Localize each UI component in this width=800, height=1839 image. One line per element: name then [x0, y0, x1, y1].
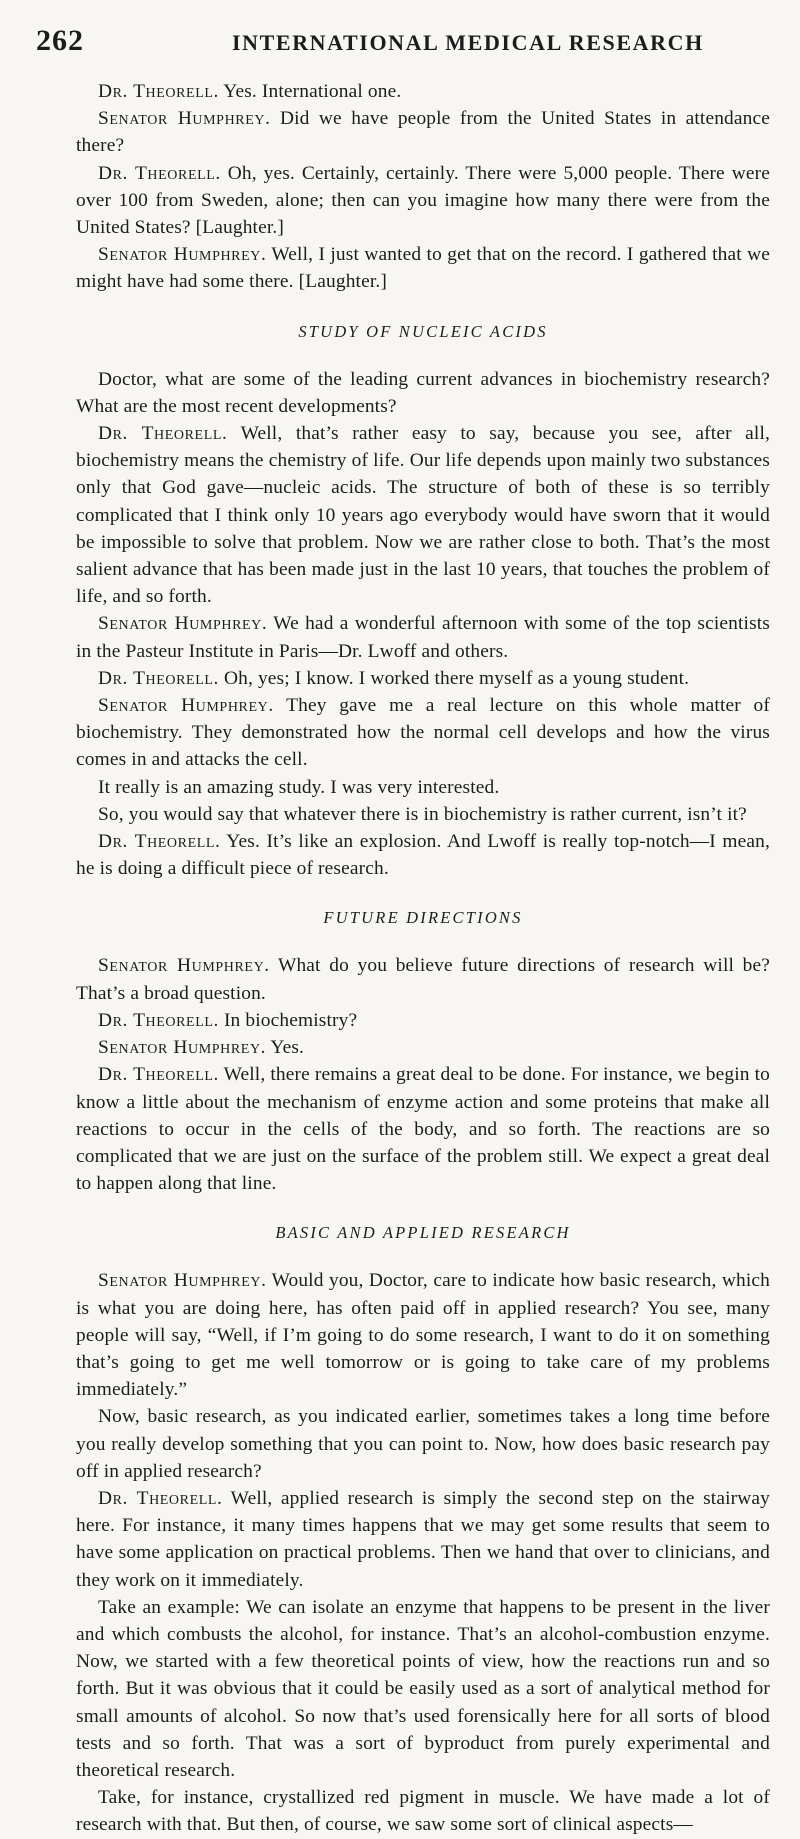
- paragraph: [76, 1267, 770, 1403]
- speech-text: Oh, yes. Certainly, certainly. There were 5,000 people. There were over 100 from Sweden, alone; then can you imagine how many there were from the United States? [Laughter.]: [76, 162, 770, 239]
- paragraph: [76, 1007, 770, 1034]
- paragraph: [76, 801, 770, 828]
- paragraph: [76, 665, 770, 692]
- page-number: 262: [36, 24, 84, 57]
- paragraph: [76, 1034, 770, 1061]
- speech-text: Doctor, what are some of the leading current advances in biochemistry research? What are the most recent developments?: [76, 368, 770, 417]
- paragraph: [76, 1403, 770, 1485]
- speech-text: We had a wonderful afternoon with some of the top scientists in the Pasteur Institute in Paris—Dr. Lwoff and others.: [76, 613, 770, 662]
- speech-text: Yes. It’s like an explosion. And Lwoff is really top-notch—I mean, he is doing a difficult piece of research.: [76, 831, 770, 880]
- paragraph: [76, 160, 770, 242]
- paragraph: [76, 1784, 770, 1838]
- speech-text: Oh, yes; I know. I worked there myself as a young student.: [218, 667, 690, 689]
- paragraph: [76, 420, 770, 610]
- speaker-name: Senator Humphrey.: [98, 1037, 267, 1059]
- section-heading-future-directions: FUTURE DIRECTIONS: [323, 908, 523, 928]
- speech-text: Now, basic research, as you indicated earlier, sometimes takes a long time before you really develop something that you can point to. Now, how does basic research pay off in applied research?: [76, 1406, 770, 1482]
- speaker-name: Dr. Theorell.: [98, 1009, 219, 1031]
- speech-text: Yes.: [266, 1037, 305, 1059]
- paragraph: [76, 105, 770, 159]
- speech-text: Well, I just wanted to get that on the record. I gathered that we might have had some there. [Laughter.]: [76, 244, 770, 293]
- speech-text: In biochemistry?: [218, 1009, 358, 1031]
- speech-text: It really is an amazing study. I was very interested.: [98, 776, 500, 798]
- speaker-name: Dr. Theorell.: [98, 423, 228, 445]
- speaker-name: Dr. Theorell.: [98, 667, 219, 689]
- speaker-name: Dr. Theorell.: [98, 1064, 219, 1086]
- paragraph: [76, 610, 770, 664]
- paragraph: [76, 1485, 770, 1594]
- speaker-name: Senator Humphrey.: [98, 1270, 267, 1292]
- speech-text: Would you, Doctor, care to indicate how basic research, which is what you are doing here, has often paid off in applied research? You see, many people will say, “Well, if I’m going to do some research, I want to do it on something that’s going to get me well tomorrow or is going to take care of my problems immediately.”: [76, 1270, 771, 1401]
- paragraph: [76, 241, 770, 295]
- speaker-name: Senator Humphrey.: [98, 613, 268, 635]
- section-intro: [76, 78, 770, 296]
- section-future-directions: [76, 952, 770, 1197]
- paragraph: [76, 774, 770, 801]
- speaker-name: Dr. Theorell.: [98, 1487, 223, 1509]
- running-header: [36, 24, 764, 64]
- speaker-name: Senator Humphrey.: [98, 955, 270, 977]
- speaker-name: Dr. Theorell.: [98, 81, 219, 102]
- speech-text: Well, that’s rather easy to say, because you see, after all, biochemistry means the chemistry of life. Our life depends upon mainly two substances only that God gave—nucleic acids. The structure of both of these is so terribly complicated that I think only 10 years ago everybody would have sworn that it would be impossible to solve that problem. Now we are rather close to both. That’s the most salient advance that has been made just in the last 10 years, that touches the problem of life, and so forth.: [76, 423, 771, 608]
- paragraph: [76, 828, 770, 882]
- paragraph: [76, 78, 770, 105]
- speaker-name: Senator Humphrey.: [98, 244, 267, 266]
- speech-text: Yes. International one.: [218, 81, 402, 102]
- speaker-name: Senator Humphrey.: [98, 695, 274, 717]
- speech-text: Take an example: We can isolate an enzyme that happens to be present in the liver and which combusts the alcohol, for instance. That’s an alcohol-combustion enzyme. Now, we started with a few theoretical points of view, how the reactions run and so forth. But it was obvious that it could be easily used as a sort of analytical method for small amounts of alcohol. So now that’s used forensically here for all sorts of blood tests and so forth. That was a sort of byproduct from purely experimental and theoretical research.: [76, 1596, 770, 1781]
- speech-text: They gave me a real lecture on this whole matter of biochemistry. They demonstrated how the normal cell develops and how the virus comes in and attacks the cell.: [76, 695, 770, 771]
- section-heading-basic-applied: BASIC AND APPLIED RESEARCH: [275, 1223, 571, 1243]
- speech-text: So, you would say that whatever there is in biochemistry is rather current, isn’t it?: [98, 803, 747, 825]
- section-nucleic-acids: [76, 366, 770, 883]
- running-title: INTERNATIONAL MEDICAL RESEARCH: [232, 30, 704, 55]
- transcript-body: [76, 78, 770, 1839]
- speech-text: Well, applied research is simply the second step on the stairway here. For instance, it many times happens that we may get some results that seem to have some application on practical problems. Then we hand that over to clinicians, and they work on it immediately.: [76, 1487, 770, 1591]
- speech-text: Take, for instance, crystallized red pigment in muscle. We have made a lot of research with that. But then, of course, we saw some sort of clinical aspects—: [76, 1787, 770, 1836]
- speaker-name: Senator Humphrey.: [98, 108, 271, 130]
- section-basic-applied: [76, 1267, 770, 1838]
- paragraph: [76, 952, 770, 1006]
- speech-text: What do you believe future directions of research will be? That’s a broad question.: [76, 955, 770, 1004]
- speech-text: Did we have people from the United States in attendance there?: [76, 108, 771, 157]
- paragraph: [76, 366, 770, 420]
- paragraph: [76, 1061, 770, 1197]
- paragraph: [76, 1594, 770, 1784]
- section-heading-nucleic-acids: STUDY OF NUCLEIC ACIDS: [298, 321, 548, 341]
- speaker-name: Dr. Theorell.: [98, 831, 221, 853]
- speech-text: Well, there remains a great deal to be done. For instance, we begin to know a little about the mechanism of enzyme action and some proteins that make all reactions to occur in the cells of the body, and so forth. The reactions are so complicated that we are just on the surface of the problem still. We expect a great deal to happen along that line.: [76, 1064, 770, 1195]
- speaker-name: Dr. Theorell.: [98, 162, 221, 184]
- paragraph: [76, 692, 770, 774]
